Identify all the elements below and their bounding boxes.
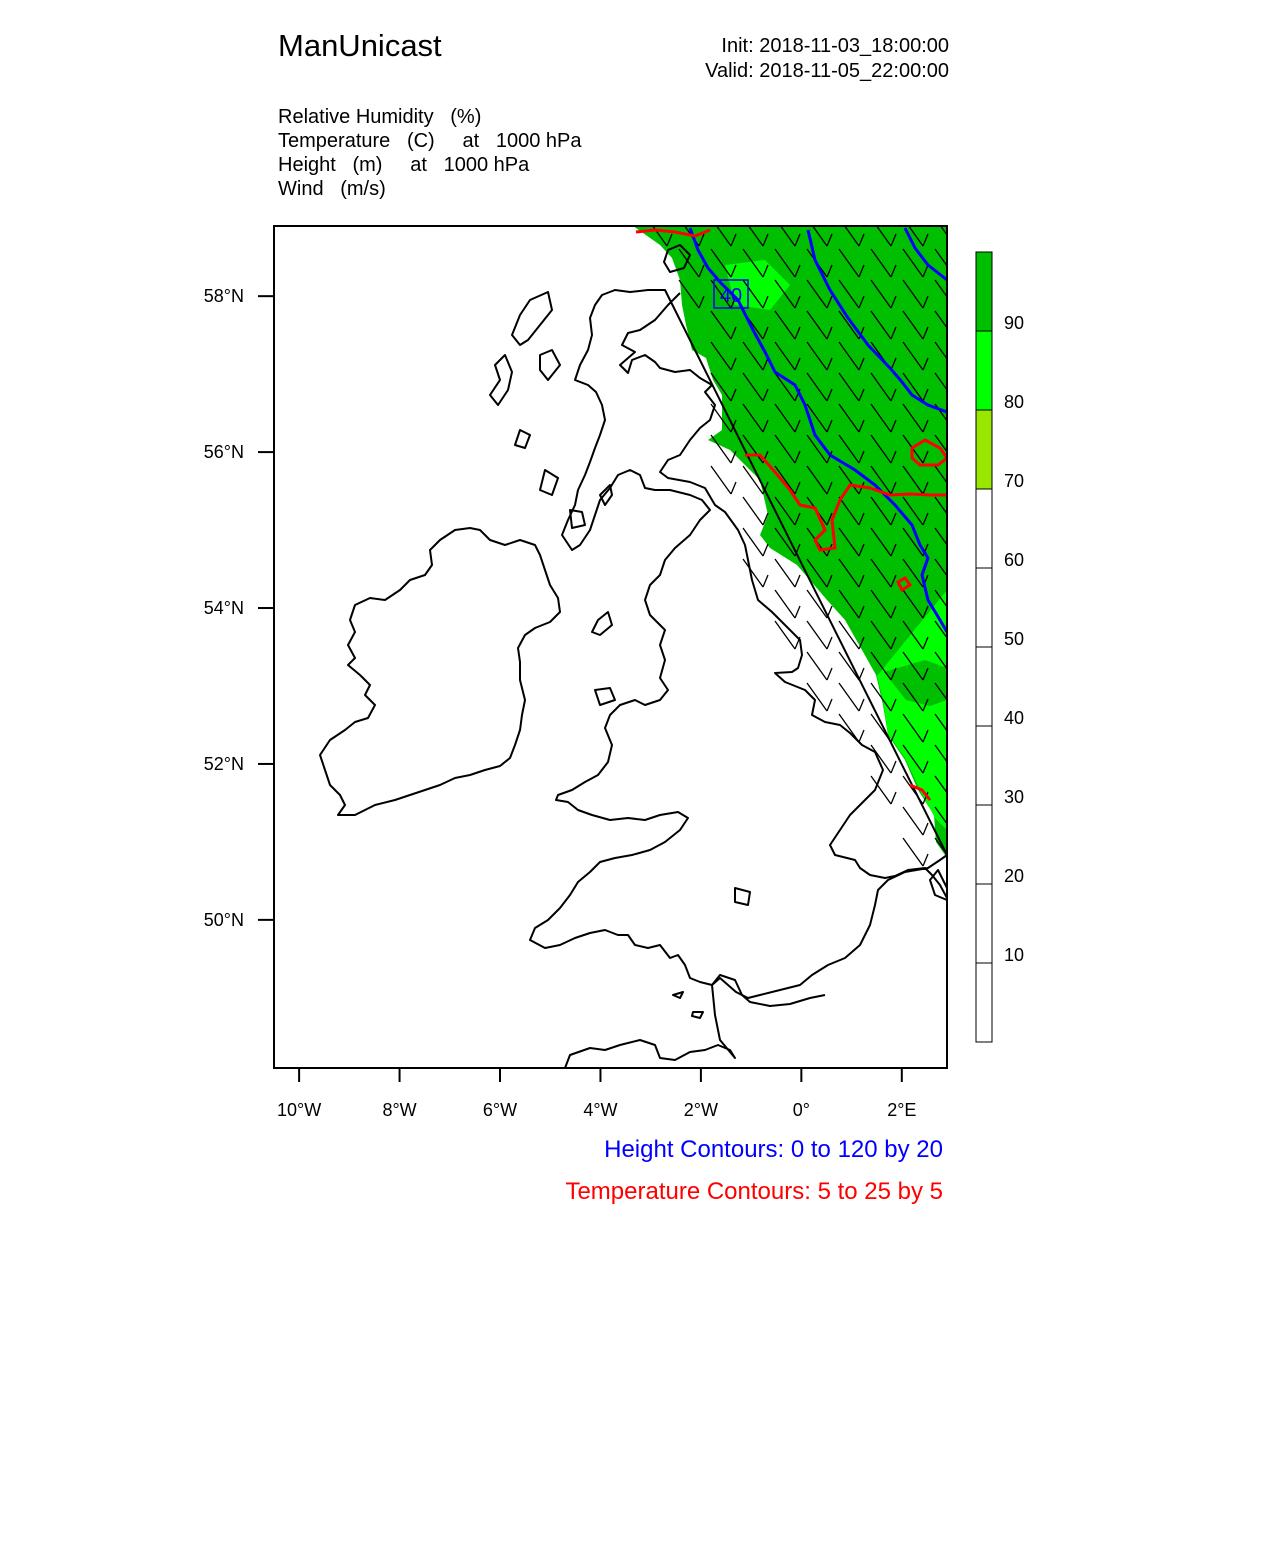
wind-barb-staff: [839, 652, 859, 680]
wind-barb-feather: [795, 575, 800, 587]
colorbar-label: 70: [1004, 471, 1025, 491]
wind-barb-feather: [827, 637, 832, 649]
latitude-tick-label: 58°N: [203, 286, 244, 307]
wind-barb-feather: [955, 854, 960, 866]
field-wind: Wind (m/s): [278, 178, 386, 200]
wind-barb-feather: [763, 575, 768, 587]
wind-barb-feather: [827, 699, 832, 711]
wind-barb-feather: [955, 358, 960, 370]
colorbar-label: 90: [1004, 313, 1025, 333]
colorbar-segment: [976, 963, 992, 1042]
field-relative-humidity: Relative Humidity (%): [278, 106, 482, 128]
wind-barb-staff: [775, 559, 795, 587]
height-contour-note: Height Contours: 0 to 120 by 20: [604, 1136, 943, 1163]
wind-barb-feather: [955, 637, 960, 649]
colorbar-segment: [976, 489, 992, 568]
height-contour-label: 40: [719, 285, 743, 307]
humidity-colorbar: [976, 252, 1024, 1042]
colorbar-segment: [976, 884, 992, 963]
wind-barb-feather: [955, 668, 960, 680]
wind-barb-feather: [827, 668, 832, 680]
longitude-tick-label: 10°W: [277, 1100, 322, 1120]
wind-barb-feather: [923, 854, 928, 866]
wind-barb-feather: [955, 823, 960, 835]
colorbar-label: 40: [1004, 708, 1025, 728]
wind-barb-feather: [955, 575, 960, 587]
wind-barb-staff: [903, 807, 923, 835]
latitude-tick-label: 52°N: [203, 753, 244, 774]
longitude-tick-label: 0°: [792, 1100, 810, 1120]
wind-barb-staff: [711, 466, 731, 494]
wind-barb-feather: [923, 823, 928, 835]
wind-barb-staff: [839, 714, 859, 742]
field-height: Height (m) at 1000 hPa: [278, 154, 530, 176]
longitude-tick-label: 4°W: [583, 1100, 618, 1120]
coastline-anglesey: [595, 688, 615, 705]
latitude-tick-label: 56°N: [203, 442, 244, 463]
colorbar-label: 20: [1004, 866, 1025, 886]
coastline-isle-of-wight: [735, 888, 750, 905]
wind-barb-feather: [955, 730, 960, 742]
coastline-france: [565, 870, 947, 1068]
wind-barb-feather: [955, 761, 960, 773]
wind-barb-feather: [955, 389, 960, 401]
colorbar-segment: [976, 805, 992, 884]
wind-barb-feather: [859, 668, 864, 680]
wind-barb-feather: [859, 699, 864, 711]
wind-barb-staff: [807, 683, 827, 711]
longitude-axis: [277, 1068, 916, 1120]
valid-time: Valid: 2018-11-05_22:00:00: [705, 60, 949, 82]
temperature-contour-note: Temperature Contours: 5 to 25 by 5: [565, 1178, 943, 1205]
wind-barb-feather: [731, 482, 736, 494]
wind-barb-feather: [955, 482, 960, 494]
wind-barb-feather: [955, 420, 960, 432]
colorbar-label: 30: [1004, 787, 1025, 807]
wind-barb-staff: [807, 652, 827, 680]
latitude-tick-label: 54°N: [203, 598, 244, 619]
wind-barb-feather: [955, 234, 960, 246]
coastline-ireland: [320, 528, 560, 815]
wind-barb-feather: [955, 513, 960, 525]
field-temperature: Temperature (C) at 1000 hPa: [278, 130, 582, 152]
colorbar-segment: [976, 568, 992, 647]
wind-barb-feather: [827, 606, 832, 618]
wind-barb-feather: [891, 761, 896, 773]
colorbar-segment: [976, 252, 992, 331]
coastline-hebrides: [490, 292, 612, 528]
wind-barb-staff: [871, 745, 891, 773]
wind-barb-feather: [955, 265, 960, 277]
latitude-tick-label: 50°N: [203, 909, 244, 930]
wind-barb-feather: [955, 327, 960, 339]
wind-barb-feather: [795, 606, 800, 618]
colorbar-segment: [976, 410, 992, 489]
wind-barb-feather: [955, 699, 960, 711]
wind-barb-feather: [859, 730, 864, 742]
wind-barb-feather: [955, 451, 960, 463]
wind-barb-feather: [955, 296, 960, 308]
colorbar-label: 10: [1004, 945, 1025, 965]
coastline-isle-of-man: [592, 612, 612, 635]
coastline-channel-islands: [673, 992, 703, 1018]
wind-barb-feather: [955, 544, 960, 556]
colorbar-segment: [976, 726, 992, 805]
colorbar-segment: [976, 647, 992, 726]
wind-barb-feather: [763, 544, 768, 556]
longitude-tick-label: 6°W: [482, 1100, 518, 1120]
colorbar-label: 80: [1004, 392, 1025, 412]
longitude-tick-label: 2°E: [887, 1100, 917, 1120]
wind-barb-staff: [807, 621, 827, 649]
colorbar-label: 50: [1004, 629, 1025, 649]
wind-barb-staff: [775, 590, 795, 618]
colorbar-segment: [976, 331, 992, 410]
latitude-axis: [204, 286, 274, 930]
longitude-tick-label: 2°W: [683, 1100, 719, 1120]
wind-barb-staff: [839, 683, 859, 711]
longitude-tick-label: 8°W: [382, 1100, 417, 1120]
model-title: ManUnicast: [278, 28, 442, 63]
wind-barb-feather: [955, 792, 960, 804]
wind-barb-feather: [891, 792, 896, 804]
init-time: Init: 2018-11-03_18:00:00: [721, 35, 949, 57]
colorbar-label: 60: [1004, 550, 1025, 570]
wind-barb-staff: [743, 497, 763, 525]
wind-barb-staff: [903, 838, 923, 866]
wind-barb-feather: [955, 606, 960, 618]
